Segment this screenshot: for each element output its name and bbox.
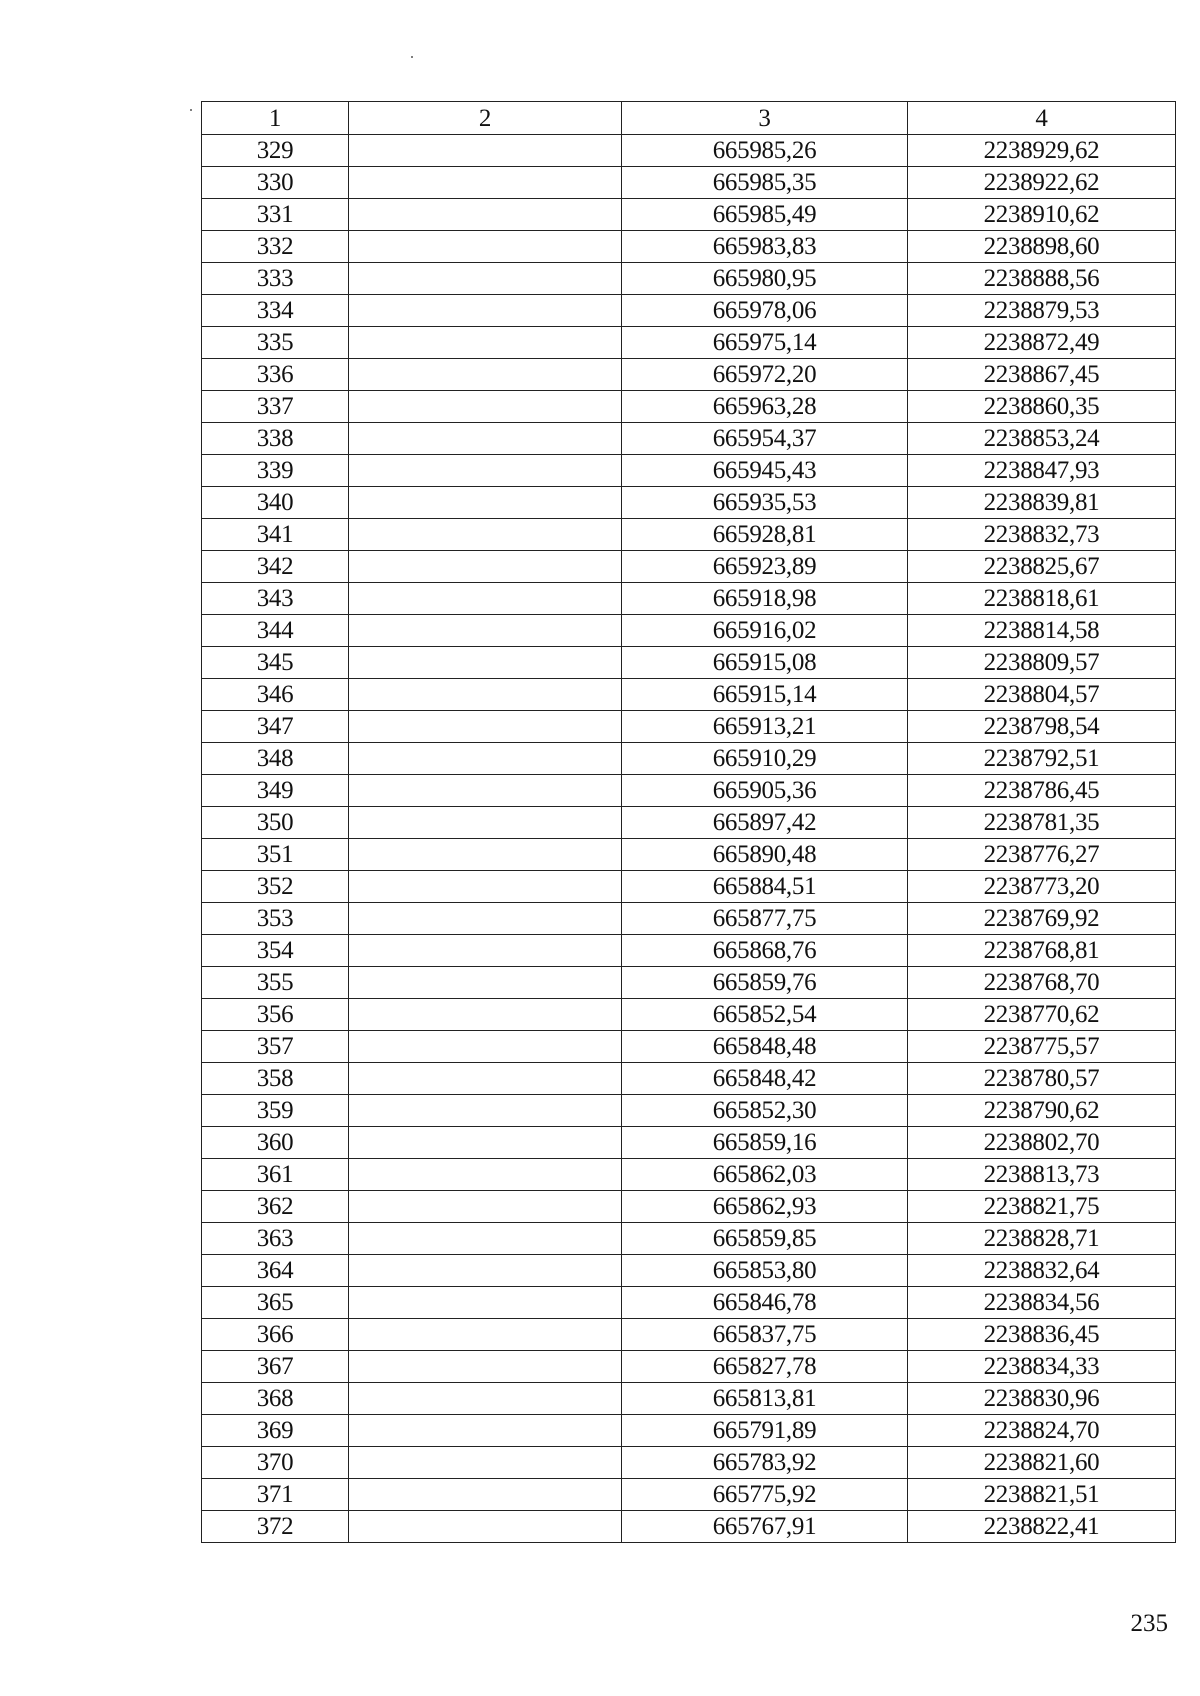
x-coordinate-cell: 665848,42 xyxy=(622,1063,908,1095)
point-number-cell: 368 xyxy=(202,1383,349,1415)
table-row xyxy=(202,903,1176,935)
description-cell xyxy=(349,711,622,743)
y-coordinate-cell: 2238804,57 xyxy=(908,679,1176,711)
y-coordinate-cell: 2238836,45 xyxy=(908,1319,1176,1351)
table-row xyxy=(202,1191,1176,1223)
y-coordinate-cell: 2238853,24 xyxy=(908,423,1176,455)
description-cell xyxy=(349,1479,622,1511)
y-coordinate-cell: 2238780,57 xyxy=(908,1063,1176,1095)
point-number-cell: 352 xyxy=(202,871,349,903)
x-coordinate-cell: 665945,43 xyxy=(622,455,908,487)
point-number-cell: 330 xyxy=(202,167,349,199)
description-cell xyxy=(349,999,622,1031)
description-cell xyxy=(349,359,622,391)
point-number-cell: 363 xyxy=(202,1223,349,1255)
table-row xyxy=(202,1095,1176,1127)
table-row xyxy=(202,551,1176,583)
column-header-4: 4 xyxy=(908,102,1176,135)
table-row xyxy=(202,519,1176,551)
coordinates-table xyxy=(201,101,1176,1543)
description-cell xyxy=(349,519,622,551)
x-coordinate-cell: 665859,76 xyxy=(622,967,908,999)
point-number-cell: 340 xyxy=(202,487,349,519)
y-coordinate-cell: 2238775,57 xyxy=(908,1031,1176,1063)
table-row xyxy=(202,1351,1176,1383)
table-row xyxy=(202,1063,1176,1095)
description-cell xyxy=(349,1383,622,1415)
x-coordinate-cell: 665985,49 xyxy=(622,199,908,231)
table-row xyxy=(202,1511,1176,1543)
y-coordinate-cell: 2238822,41 xyxy=(908,1511,1176,1543)
x-coordinate-cell: 665910,29 xyxy=(622,743,908,775)
y-coordinate-cell: 2238768,81 xyxy=(908,935,1176,967)
description-cell xyxy=(349,583,622,615)
point-number-cell: 335 xyxy=(202,327,349,359)
table-row xyxy=(202,1031,1176,1063)
description-cell xyxy=(349,551,622,583)
x-coordinate-cell: 665868,76 xyxy=(622,935,908,967)
x-coordinate-cell: 665813,81 xyxy=(622,1383,908,1415)
x-coordinate-cell: 665918,98 xyxy=(622,583,908,615)
x-coordinate-cell: 665859,16 xyxy=(622,1127,908,1159)
page-number: 235 xyxy=(1130,1610,1168,1637)
x-coordinate-cell: 665859,85 xyxy=(622,1223,908,1255)
description-cell xyxy=(349,839,622,871)
y-coordinate-cell: 2238821,60 xyxy=(908,1447,1176,1479)
point-number-cell: 364 xyxy=(202,1255,349,1287)
y-coordinate-cell: 2238821,51 xyxy=(908,1479,1176,1511)
y-coordinate-cell: 2238828,71 xyxy=(908,1223,1176,1255)
y-coordinate-cell: 2238830,96 xyxy=(908,1383,1176,1415)
description-cell xyxy=(349,135,622,167)
y-coordinate-cell: 2238872,49 xyxy=(908,327,1176,359)
x-coordinate-cell: 665985,35 xyxy=(622,167,908,199)
table-row xyxy=(202,807,1176,839)
point-number-cell: 342 xyxy=(202,551,349,583)
y-coordinate-cell: 2238825,67 xyxy=(908,551,1176,583)
scan-speck xyxy=(411,56,413,58)
table-row xyxy=(202,1383,1176,1415)
table-row xyxy=(202,487,1176,519)
y-coordinate-cell: 2238832,64 xyxy=(908,1255,1176,1287)
y-coordinate-cell: 2238834,56 xyxy=(908,1287,1176,1319)
description-cell xyxy=(349,1511,622,1543)
table-row xyxy=(202,647,1176,679)
point-number-cell: 347 xyxy=(202,711,349,743)
point-number-cell: 350 xyxy=(202,807,349,839)
description-cell xyxy=(349,1191,622,1223)
table-row xyxy=(202,839,1176,871)
description-cell xyxy=(349,1319,622,1351)
x-coordinate-cell: 665972,20 xyxy=(622,359,908,391)
description-cell xyxy=(349,903,622,935)
y-coordinate-cell: 2238898,60 xyxy=(908,231,1176,263)
description-cell xyxy=(349,1255,622,1287)
table-row xyxy=(202,1319,1176,1351)
x-coordinate-cell: 665852,54 xyxy=(622,999,908,1031)
description-cell xyxy=(349,615,622,647)
point-number-cell: 359 xyxy=(202,1095,349,1127)
x-coordinate-cell: 665916,02 xyxy=(622,615,908,647)
description-cell xyxy=(349,327,622,359)
description-cell xyxy=(349,1095,622,1127)
point-number-cell: 332 xyxy=(202,231,349,263)
column-header-3: 3 xyxy=(622,102,908,135)
y-coordinate-cell: 2238867,45 xyxy=(908,359,1176,391)
x-coordinate-cell: 665862,93 xyxy=(622,1191,908,1223)
x-coordinate-cell: 665853,80 xyxy=(622,1255,908,1287)
point-number-cell: 344 xyxy=(202,615,349,647)
point-number-cell: 369 xyxy=(202,1415,349,1447)
description-cell xyxy=(349,807,622,839)
point-number-cell: 356 xyxy=(202,999,349,1031)
y-coordinate-cell: 2238910,62 xyxy=(908,199,1176,231)
x-coordinate-cell: 665890,48 xyxy=(622,839,908,871)
column-header-1: 1 xyxy=(202,102,349,135)
table-row xyxy=(202,967,1176,999)
x-coordinate-cell: 665877,75 xyxy=(622,903,908,935)
point-number-cell: 367 xyxy=(202,1351,349,1383)
x-coordinate-cell: 665848,48 xyxy=(622,1031,908,1063)
y-coordinate-cell: 2238922,62 xyxy=(908,167,1176,199)
point-number-cell: 354 xyxy=(202,935,349,967)
x-coordinate-cell: 665884,51 xyxy=(622,871,908,903)
point-number-cell: 349 xyxy=(202,775,349,807)
description-cell xyxy=(349,231,622,263)
table-row xyxy=(202,1479,1176,1511)
table-row xyxy=(202,1287,1176,1319)
table-row xyxy=(202,199,1176,231)
description-cell xyxy=(349,967,622,999)
table-row xyxy=(202,743,1176,775)
description-cell xyxy=(349,647,622,679)
point-number-cell: 333 xyxy=(202,263,349,295)
x-coordinate-cell: 665897,42 xyxy=(622,807,908,839)
y-coordinate-cell: 2238776,27 xyxy=(908,839,1176,871)
point-number-cell: 366 xyxy=(202,1319,349,1351)
x-coordinate-cell: 665862,03 xyxy=(622,1159,908,1191)
table-body xyxy=(202,135,1176,1543)
description-cell xyxy=(349,167,622,199)
point-number-cell: 358 xyxy=(202,1063,349,1095)
point-number-cell: 357 xyxy=(202,1031,349,1063)
table-row xyxy=(202,1415,1176,1447)
x-coordinate-cell: 665923,89 xyxy=(622,551,908,583)
table-row xyxy=(202,359,1176,391)
description-cell xyxy=(349,487,622,519)
description-cell xyxy=(349,423,622,455)
table-row xyxy=(202,583,1176,615)
y-coordinate-cell: 2238770,62 xyxy=(908,999,1176,1031)
point-number-cell: 371 xyxy=(202,1479,349,1511)
x-coordinate-cell: 665913,21 xyxy=(622,711,908,743)
description-cell xyxy=(349,1031,622,1063)
x-coordinate-cell: 665905,36 xyxy=(622,775,908,807)
x-coordinate-cell: 665928,81 xyxy=(622,519,908,551)
table-row xyxy=(202,1223,1176,1255)
point-number-cell: 343 xyxy=(202,583,349,615)
y-coordinate-cell: 2238781,35 xyxy=(908,807,1176,839)
point-number-cell: 336 xyxy=(202,359,349,391)
x-coordinate-cell: 665775,92 xyxy=(622,1479,908,1511)
description-cell xyxy=(349,1223,622,1255)
point-number-cell: 355 xyxy=(202,967,349,999)
description-cell xyxy=(349,295,622,327)
x-coordinate-cell: 665915,08 xyxy=(622,647,908,679)
description-cell xyxy=(349,1447,622,1479)
y-coordinate-cell: 2238832,73 xyxy=(908,519,1176,551)
table-row xyxy=(202,135,1176,167)
description-cell xyxy=(349,1127,622,1159)
point-number-cell: 337 xyxy=(202,391,349,423)
table-row xyxy=(202,263,1176,295)
x-coordinate-cell: 665837,75 xyxy=(622,1319,908,1351)
point-number-cell: 329 xyxy=(202,135,349,167)
description-cell xyxy=(349,455,622,487)
y-coordinate-cell: 2238809,57 xyxy=(908,647,1176,679)
description-cell xyxy=(349,1415,622,1447)
table-row xyxy=(202,615,1176,647)
description-cell xyxy=(349,391,622,423)
y-coordinate-cell: 2238879,53 xyxy=(908,295,1176,327)
x-coordinate-cell: 665827,78 xyxy=(622,1351,908,1383)
x-coordinate-cell: 665915,14 xyxy=(622,679,908,711)
point-number-cell: 351 xyxy=(202,839,349,871)
y-coordinate-cell: 2238798,54 xyxy=(908,711,1176,743)
table-row xyxy=(202,455,1176,487)
point-number-cell: 362 xyxy=(202,1191,349,1223)
y-coordinate-cell: 2238790,62 xyxy=(908,1095,1176,1127)
table-header xyxy=(202,102,1176,135)
description-cell xyxy=(349,1351,622,1383)
x-coordinate-cell: 665791,89 xyxy=(622,1415,908,1447)
point-number-cell: 365 xyxy=(202,1287,349,1319)
description-cell xyxy=(349,1063,622,1095)
table-row xyxy=(202,935,1176,967)
table-row xyxy=(202,679,1176,711)
table-row xyxy=(202,1447,1176,1479)
x-coordinate-cell: 665978,06 xyxy=(622,295,908,327)
scan-speck xyxy=(190,109,192,111)
column-header-2: 2 xyxy=(349,102,622,135)
point-number-cell: 370 xyxy=(202,1447,349,1479)
table-header-row xyxy=(202,102,1176,135)
y-coordinate-cell: 2238860,35 xyxy=(908,391,1176,423)
y-coordinate-cell: 2238802,70 xyxy=(908,1127,1176,1159)
y-coordinate-cell: 2238814,58 xyxy=(908,615,1176,647)
table-row xyxy=(202,1255,1176,1287)
point-number-cell: 353 xyxy=(202,903,349,935)
point-number-cell: 345 xyxy=(202,647,349,679)
x-coordinate-cell: 665980,95 xyxy=(622,263,908,295)
point-number-cell: 372 xyxy=(202,1511,349,1543)
x-coordinate-cell: 665767,91 xyxy=(622,1511,908,1543)
y-coordinate-cell: 2238768,70 xyxy=(908,967,1176,999)
x-coordinate-cell: 665983,83 xyxy=(622,231,908,263)
table-row xyxy=(202,327,1176,359)
table-row xyxy=(202,423,1176,455)
point-number-cell: 348 xyxy=(202,743,349,775)
x-coordinate-cell: 665852,30 xyxy=(622,1095,908,1127)
description-cell xyxy=(349,743,622,775)
y-coordinate-cell: 2238929,62 xyxy=(908,135,1176,167)
table-row xyxy=(202,711,1176,743)
y-coordinate-cell: 2238773,20 xyxy=(908,871,1176,903)
y-coordinate-cell: 2238786,45 xyxy=(908,775,1176,807)
description-cell xyxy=(349,263,622,295)
y-coordinate-cell: 2238792,51 xyxy=(908,743,1176,775)
point-number-cell: 341 xyxy=(202,519,349,551)
description-cell xyxy=(349,1287,622,1319)
x-coordinate-cell: 665783,92 xyxy=(622,1447,908,1479)
y-coordinate-cell: 2238821,75 xyxy=(908,1191,1176,1223)
table-row xyxy=(202,391,1176,423)
table-row xyxy=(202,1159,1176,1191)
x-coordinate-cell: 665935,53 xyxy=(622,487,908,519)
table-row xyxy=(202,231,1176,263)
x-coordinate-cell: 665985,26 xyxy=(622,135,908,167)
table-row xyxy=(202,1127,1176,1159)
point-number-cell: 338 xyxy=(202,423,349,455)
y-coordinate-cell: 2238888,56 xyxy=(908,263,1176,295)
description-cell xyxy=(349,775,622,807)
table-row xyxy=(202,295,1176,327)
table-row xyxy=(202,167,1176,199)
y-coordinate-cell: 2238824,70 xyxy=(908,1415,1176,1447)
point-number-cell: 361 xyxy=(202,1159,349,1191)
table-row xyxy=(202,775,1176,807)
point-number-cell: 346 xyxy=(202,679,349,711)
description-cell xyxy=(349,871,622,903)
x-coordinate-cell: 665954,37 xyxy=(622,423,908,455)
y-coordinate-cell: 2238834,33 xyxy=(908,1351,1176,1383)
point-number-cell: 339 xyxy=(202,455,349,487)
table-row xyxy=(202,871,1176,903)
table-row xyxy=(202,999,1176,1031)
x-coordinate-cell: 665975,14 xyxy=(622,327,908,359)
y-coordinate-cell: 2238818,61 xyxy=(908,583,1176,615)
description-cell xyxy=(349,1159,622,1191)
y-coordinate-cell: 2238769,92 xyxy=(908,903,1176,935)
y-coordinate-cell: 2238839,81 xyxy=(908,487,1176,519)
y-coordinate-cell: 2238813,73 xyxy=(908,1159,1176,1191)
description-cell xyxy=(349,679,622,711)
description-cell xyxy=(349,199,622,231)
point-number-cell: 334 xyxy=(202,295,349,327)
y-coordinate-cell: 2238847,93 xyxy=(908,455,1176,487)
point-number-cell: 360 xyxy=(202,1127,349,1159)
description-cell xyxy=(349,935,622,967)
x-coordinate-cell: 665963,28 xyxy=(622,391,908,423)
point-number-cell: 331 xyxy=(202,199,349,231)
x-coordinate-cell: 665846,78 xyxy=(622,1287,908,1319)
